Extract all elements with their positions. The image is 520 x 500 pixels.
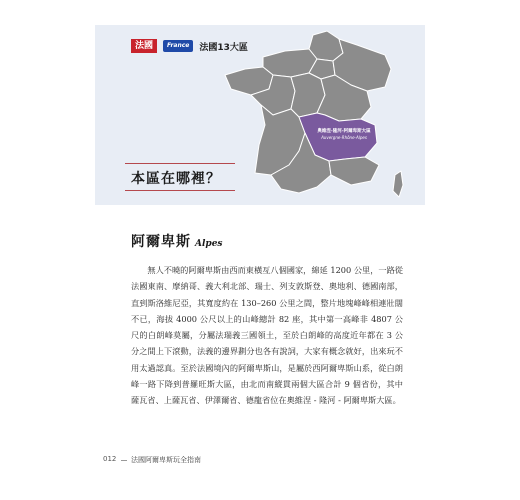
page-footer bbox=[95, 455, 425, 465]
country-tag: 法國 bbox=[131, 39, 157, 53]
book-page bbox=[95, 25, 425, 475]
page-number: 012 bbox=[103, 455, 117, 463]
book-title: 法國阿爾卑斯玩全指南 bbox=[131, 456, 201, 464]
region-label bbox=[309, 129, 379, 141]
section-body: 無人不曉的阿爾卑斯由西而東橫亙八個國家，綿延 1200 公里，一路從法國東南、摩納哥、義大利北部、瑞士、列支敦斯登、奧地利、德國南部，直到斯洛維尼亞，其寬度約在 130–260 公里之間，整片地塊峰峰相連壯闊不已，海拔 4000 公尺以上的山峰總計 82 座，其中第一高峰非 4807 公尺的白朗峰莫屬，分屬法瑞義三國領土，至於白朗峰的高度近年都在 3 公分之間上下滾動，法義的邊界劃分也各有說詞，大家有概念就好，出來玩不用太過認真。至於法國境內的阿爾卑斯山，是屬於西阿爾卑斯山系，從白朗峰一路下降到普羅旺斯大區，由北而南縱貫兩個大區合計 9 個省份，其中薩瓦省、上薩瓦省、伊澤爾省、德龍省位在奧維涅 - 隆河 - 阿爾卑斯大區。 bbox=[131, 265, 403, 406]
region-label-zh: 奧維涅-隆河-阿爾卑斯大區 bbox=[317, 129, 371, 134]
question-rule-bottom bbox=[125, 190, 235, 191]
header-badges bbox=[131, 39, 248, 53]
region-paca bbox=[329, 157, 379, 185]
section-title-latin: Alpes bbox=[195, 239, 223, 249]
series-label: 法國13大區 bbox=[199, 42, 248, 53]
footer-divider bbox=[121, 460, 127, 461]
section-title-zh: 阿爾卑斯 bbox=[131, 234, 191, 250]
france-logo: France bbox=[163, 40, 193, 52]
question-heading: 本區在哪裡？ bbox=[131, 171, 221, 187]
section-title bbox=[131, 231, 223, 251]
question-rule-top bbox=[125, 163, 235, 164]
region-corse bbox=[393, 171, 403, 197]
region-label-fr: Auvergne-Rhône-Alpes bbox=[321, 135, 367, 140]
